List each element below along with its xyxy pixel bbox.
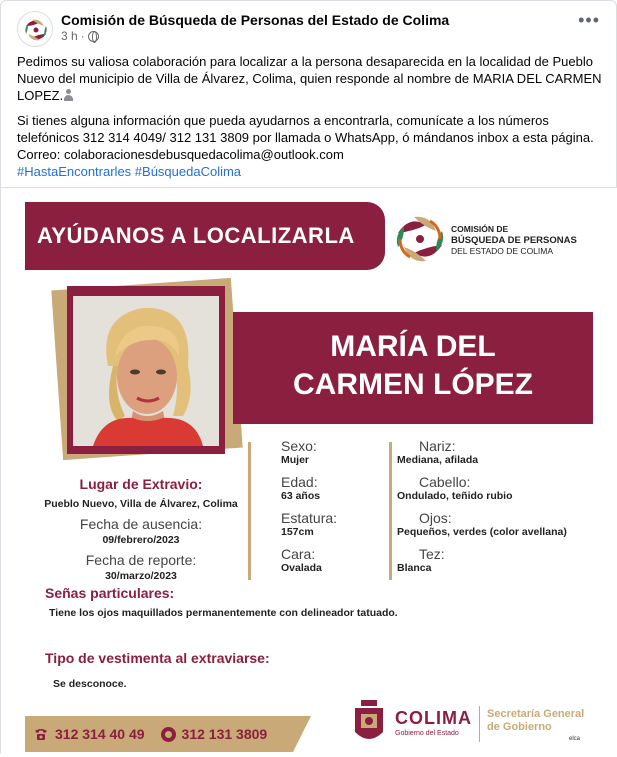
- tez-value: Blanca: [397, 562, 432, 574]
- divider-line: [389, 442, 392, 580]
- physical-col-1: [281, 438, 381, 574]
- secretaria-line-2: de Gobierno: [487, 721, 552, 733]
- missing-person-photo: [73, 296, 219, 446]
- vestimenta-value: Se desconoce.: [53, 678, 127, 690]
- post-paragraph-1: [17, 53, 602, 104]
- globe-icon[interactable]: [88, 31, 99, 42]
- estatura-label: Estatura:: [281, 510, 338, 526]
- portrait-image: [73, 296, 219, 446]
- meta-separator: ·: [80, 29, 85, 43]
- tez-label: Tez:: [419, 546, 445, 562]
- person-name-line-2: CARMEN LÓPEZ: [293, 368, 533, 401]
- missing-person-flyer[interactable]: [1, 187, 617, 757]
- colima-coat-of-arms-icon: [349, 698, 389, 750]
- post-paragraph-2-text: Si tienes alguna información que pueda ayudarnos a encontrarla, comunícate a los números telefónicos 312 314 4049/ 312 131 3809 por llamada o WhatsApp, ó mándanos inbox a esta página.: [17, 113, 594, 145]
- phone-strip: [25, 716, 293, 752]
- phone-number-1: 312 314 40 49: [55, 726, 145, 742]
- comision-text: [451, 224, 577, 257]
- cara-value: Ovalada: [281, 562, 322, 574]
- telephone-icon: [33, 726, 49, 742]
- cara-label: Cara:: [281, 546, 316, 562]
- colima-subtitle: Gobierno del Estado: [395, 730, 459, 737]
- ojos-value: Pequeños, verdes (color avellana): [397, 526, 567, 538]
- senas-label: Señas particulares:: [45, 585, 175, 601]
- post-paragraph-2: [17, 112, 602, 180]
- reporte-label: Fecha de reporte:: [85, 552, 197, 568]
- physical-col-2: [397, 438, 607, 574]
- comision-line-2: BÚSQUEDA DE PERSONAS: [451, 235, 577, 246]
- reporte-value: 30/marzo/2023: [105, 570, 177, 582]
- sexo-label: Sexo:: [281, 438, 317, 454]
- estatura-value: 157cm: [281, 526, 314, 538]
- post-email-line: Correo: colaboracionesdebusquedacolima@outlook.com: [17, 147, 344, 162]
- hashtag-link[interactable]: #HastaEncontrarles: [17, 164, 132, 179]
- post-header: [17, 11, 600, 47]
- comision-emblem-icon: [393, 212, 447, 266]
- lugar-section: [31, 476, 251, 582]
- sexo-value: Mujer: [281, 454, 310, 466]
- post-time[interactable]: 3 h: [61, 29, 78, 43]
- colima-wordmark: COLIMA: [395, 708, 472, 728]
- ausencia-value: 09/febrero/2023: [102, 534, 180, 546]
- comision-line-3: DEL ESTADO DE COLIMA: [451, 246, 554, 256]
- post-meta: [61, 29, 99, 43]
- government-logos: [345, 698, 605, 754]
- post-text: [17, 53, 602, 188]
- vestimenta-label: Tipo de vestimenta al extraviarse:: [45, 650, 270, 666]
- elca-mark: elca: [569, 736, 581, 742]
- ausencia-label: Fecha de ausencia:: [79, 516, 203, 532]
- ojos-label: Ojos:: [419, 510, 452, 526]
- senas-value: Tiene los ojos maquillados permanentemente con delineador tatuado.: [49, 607, 398, 619]
- divider-line: [248, 442, 251, 580]
- lugar-label: Lugar de Extravio:: [79, 476, 203, 492]
- secretaria-text: [487, 708, 584, 734]
- flyer-banner: AYÚDANOS A LOCALIZARLA: [25, 202, 385, 270]
- comision-line-1: COMISIÓN DE: [451, 224, 509, 234]
- lugar-value: Pueblo Nuevo, Villa de Álvarez, Colima: [44, 498, 238, 510]
- post-paragraph-1-text: Pedimos su valiosa colaboración para localizar a la persona desaparecida en la localidad de Pueblo Nuevo del municipio de Villa de Álvarez, Colima, quien responde al nombre de MARIA DEL CARMEN LOPEZ.: [17, 54, 602, 103]
- page-name[interactable]: Comisión de Búsqueda de Personas del Estado de Colima: [61, 12, 450, 28]
- person-name-band: [233, 312, 593, 424]
- cabello-label: Cabello:: [419, 474, 471, 490]
- comision-logo: [393, 212, 608, 264]
- secretaria-line-1: Secretaría General: [487, 708, 585, 720]
- nariz-value: Mediana, afilada: [397, 454, 479, 466]
- person-silhouette-icon: [63, 89, 74, 101]
- comision-logo-icon: [18, 12, 53, 47]
- edad-value: 63 años: [281, 490, 321, 502]
- whatsapp-icon: [161, 727, 176, 742]
- logo-separator: [479, 706, 480, 742]
- edad-label: Edad:: [281, 474, 318, 490]
- person-name-line-1: MARÍA DEL: [330, 330, 496, 363]
- phone-number-2: 312 131 3809: [181, 726, 268, 742]
- more-options-icon[interactable]: •••: [578, 10, 600, 30]
- page-avatar[interactable]: [17, 11, 53, 47]
- cabello-value: Ondulado, teñido rubio: [397, 490, 513, 502]
- nariz-label: Nariz:: [419, 438, 456, 454]
- hashtag-link[interactable]: #BúsquedaColima: [134, 164, 242, 179]
